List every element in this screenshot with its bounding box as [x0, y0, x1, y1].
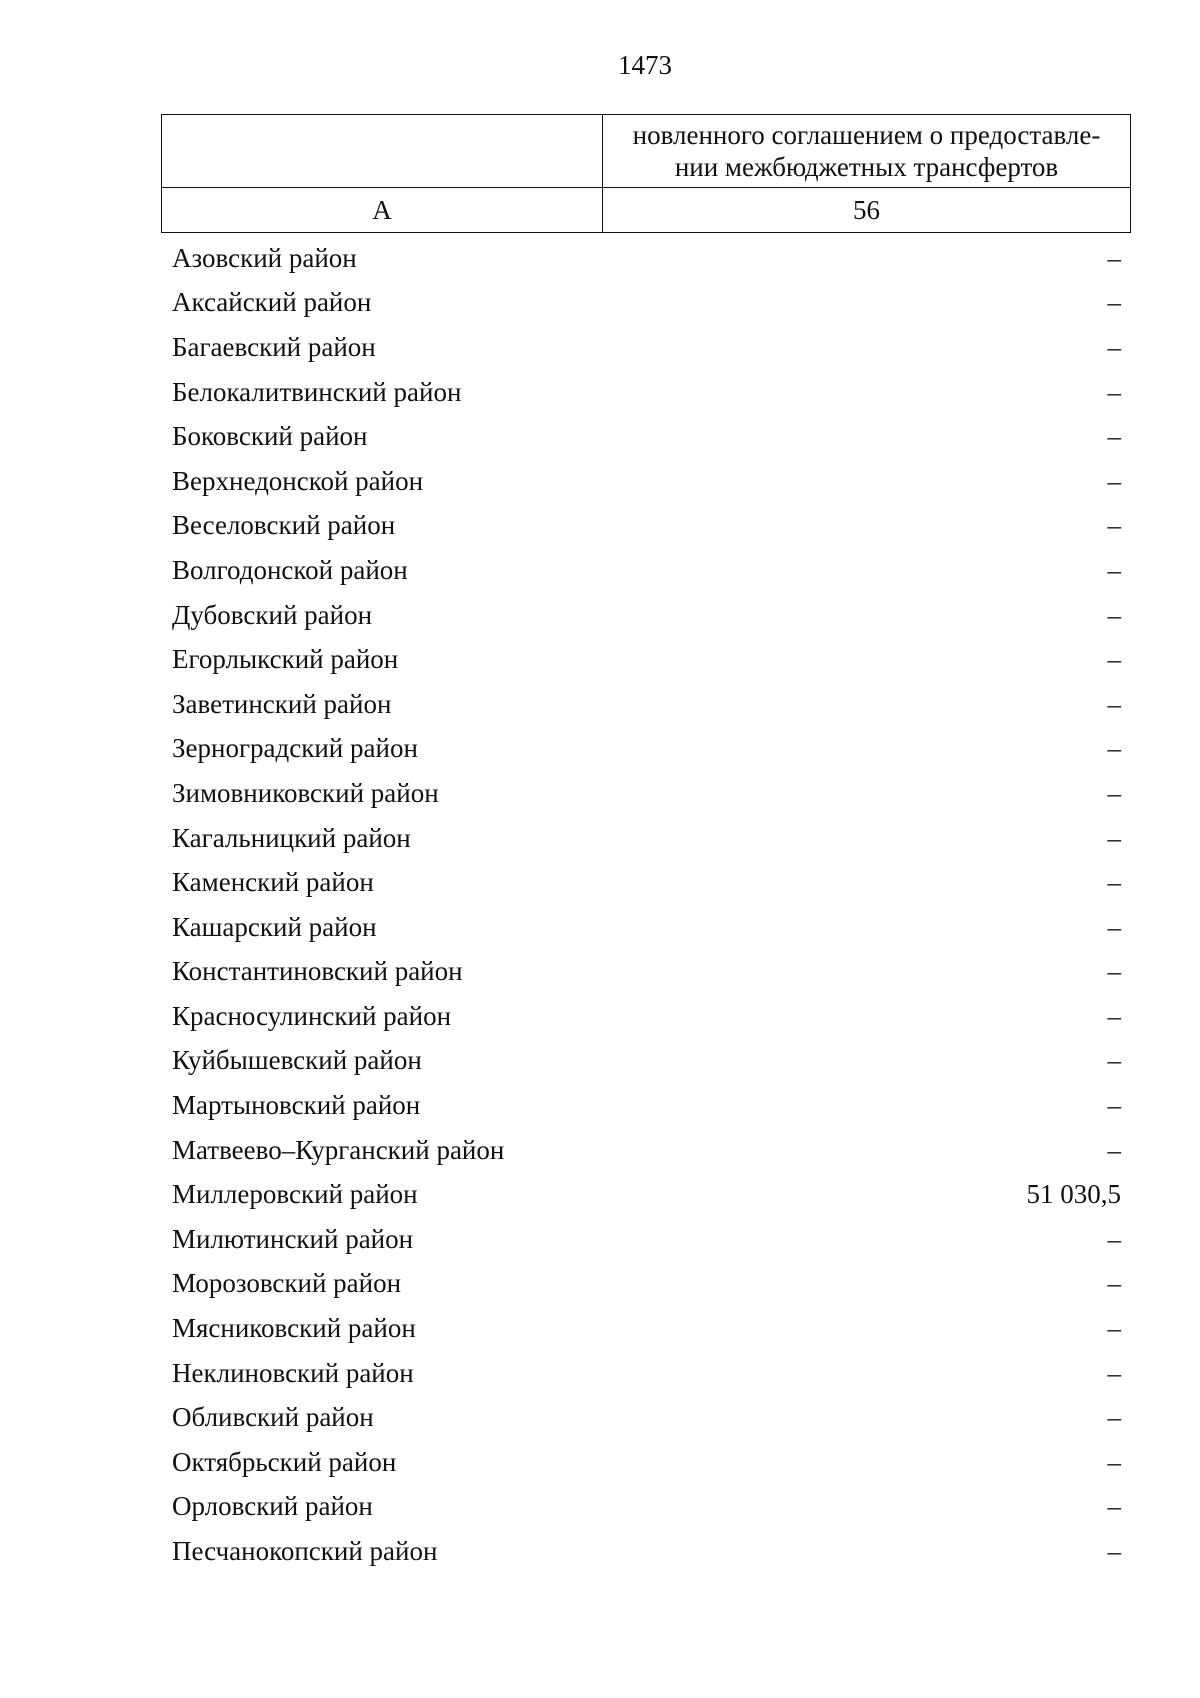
table-row	[172, 1485, 1121, 1530]
header-column-a-code: А	[162, 188, 603, 233]
table-row	[172, 994, 1121, 1039]
district-value: –	[1107, 1446, 1121, 1477]
district-value: –	[1107, 1045, 1121, 1076]
district-name: Каменский район	[172, 867, 374, 898]
table-row	[172, 1039, 1121, 1084]
district-name: Азовский район	[172, 242, 357, 273]
district-value: –	[1107, 510, 1121, 541]
table-row	[172, 1306, 1121, 1351]
table-row	[172, 950, 1121, 995]
table-row	[172, 1172, 1121, 1217]
district-value: –	[1107, 1000, 1121, 1031]
district-value: –	[1107, 421, 1121, 452]
table-row	[172, 771, 1121, 816]
table-row	[172, 504, 1121, 549]
district-list	[172, 236, 1121, 1574]
district-value: –	[1107, 1223, 1121, 1254]
table-row	[172, 325, 1121, 370]
district-name: Мартыновский район	[172, 1090, 421, 1121]
district-value: –	[1107, 822, 1121, 853]
district-name: Куйбышевский район	[172, 1045, 422, 1076]
table-row	[172, 1529, 1121, 1574]
district-name: Верхнедонской район	[172, 465, 424, 496]
table-row	[172, 281, 1121, 326]
district-name: Егорлыкский район	[172, 644, 399, 675]
district-name: Заветинский район	[172, 688, 392, 719]
district-name: Красносулинский район	[172, 1000, 452, 1031]
district-name: Кашарский район	[172, 911, 377, 942]
table-row	[172, 593, 1121, 638]
district-value: –	[1107, 465, 1121, 496]
table-row	[172, 1440, 1121, 1485]
district-value: –	[1107, 1536, 1121, 1567]
district-value: –	[1107, 376, 1121, 407]
district-name: Аксайский район	[172, 287, 372, 318]
district-name: Милютинский район	[172, 1223, 414, 1254]
district-value: –	[1107, 554, 1121, 585]
table-row	[172, 1262, 1121, 1307]
district-name: Морозовский район	[172, 1268, 402, 1299]
table-row	[172, 1128, 1121, 1173]
table-row	[172, 637, 1121, 682]
header-description-line-2: нии межбюджетных трансфертов	[674, 152, 1059, 182]
district-name: Белокалитвинский район	[172, 376, 462, 407]
district-name: Константиновский район	[172, 956, 463, 987]
district-value: –	[1107, 242, 1121, 273]
district-name: Багаевский район	[172, 331, 376, 362]
header-column-b-code: 56	[603, 188, 1131, 233]
table-row	[172, 1351, 1121, 1396]
table-row	[172, 548, 1121, 593]
table-row	[172, 414, 1121, 459]
district-name: Волгодонской район	[172, 554, 408, 585]
district-value: –	[1107, 733, 1121, 764]
district-name: Октябрьский район	[172, 1446, 397, 1477]
district-name: Мясниковский район	[172, 1313, 416, 1344]
district-name: Зимовниковский район	[172, 777, 439, 808]
table-row	[172, 1395, 1121, 1440]
header-column-b-description	[603, 115, 1131, 188]
district-value: –	[1107, 1357, 1121, 1388]
table-row	[172, 682, 1121, 727]
header-description-line-1: новленного соглашением о предоставле-	[632, 120, 1101, 150]
district-name: Боковский район	[172, 421, 368, 452]
district-value: –	[1107, 1402, 1121, 1433]
table-row	[172, 860, 1121, 905]
table-row	[172, 370, 1121, 415]
table-row	[172, 1083, 1121, 1128]
district-value: –	[1107, 599, 1121, 630]
district-value: –	[1107, 688, 1121, 719]
district-name: Песчанокопский район	[172, 1536, 438, 1567]
district-value: –	[1107, 911, 1121, 942]
district-name: Дубовский район	[172, 599, 373, 630]
table-row	[172, 905, 1121, 950]
page-number: 1473	[618, 50, 672, 80]
table-row	[172, 727, 1121, 772]
header-column-a-blank	[162, 115, 603, 188]
header-description-row	[162, 115, 1131, 188]
district-name: Миллеровский район	[172, 1179, 418, 1210]
district-value: –	[1107, 1134, 1121, 1165]
header-code-row	[162, 188, 1131, 233]
district-value: –	[1107, 867, 1121, 898]
district-value: 51 030,5	[1026, 1179, 1121, 1210]
table-header	[161, 114, 1131, 233]
district-value: –	[1107, 777, 1121, 808]
district-name: Кагальницкий район	[172, 822, 411, 853]
table-row	[172, 1217, 1121, 1262]
table-row	[172, 816, 1121, 861]
district-value: –	[1107, 956, 1121, 987]
district-value: –	[1107, 331, 1121, 362]
district-name: Неклиновский район	[172, 1357, 414, 1388]
district-name: Обливский район	[172, 1402, 374, 1433]
district-value: –	[1107, 644, 1121, 675]
district-value: –	[1107, 1313, 1121, 1344]
district-value: –	[1107, 1090, 1121, 1121]
district-value: –	[1107, 1268, 1121, 1299]
district-name: Веселовский район	[172, 510, 396, 541]
table-row	[172, 236, 1121, 281]
table-row	[172, 459, 1121, 504]
district-name: Зерноградский район	[172, 733, 418, 764]
district-name: Орловский район	[172, 1491, 373, 1522]
district-value: –	[1107, 287, 1121, 318]
district-name: Матвеево–Курганский район	[172, 1134, 505, 1165]
district-value: –	[1107, 1491, 1121, 1522]
